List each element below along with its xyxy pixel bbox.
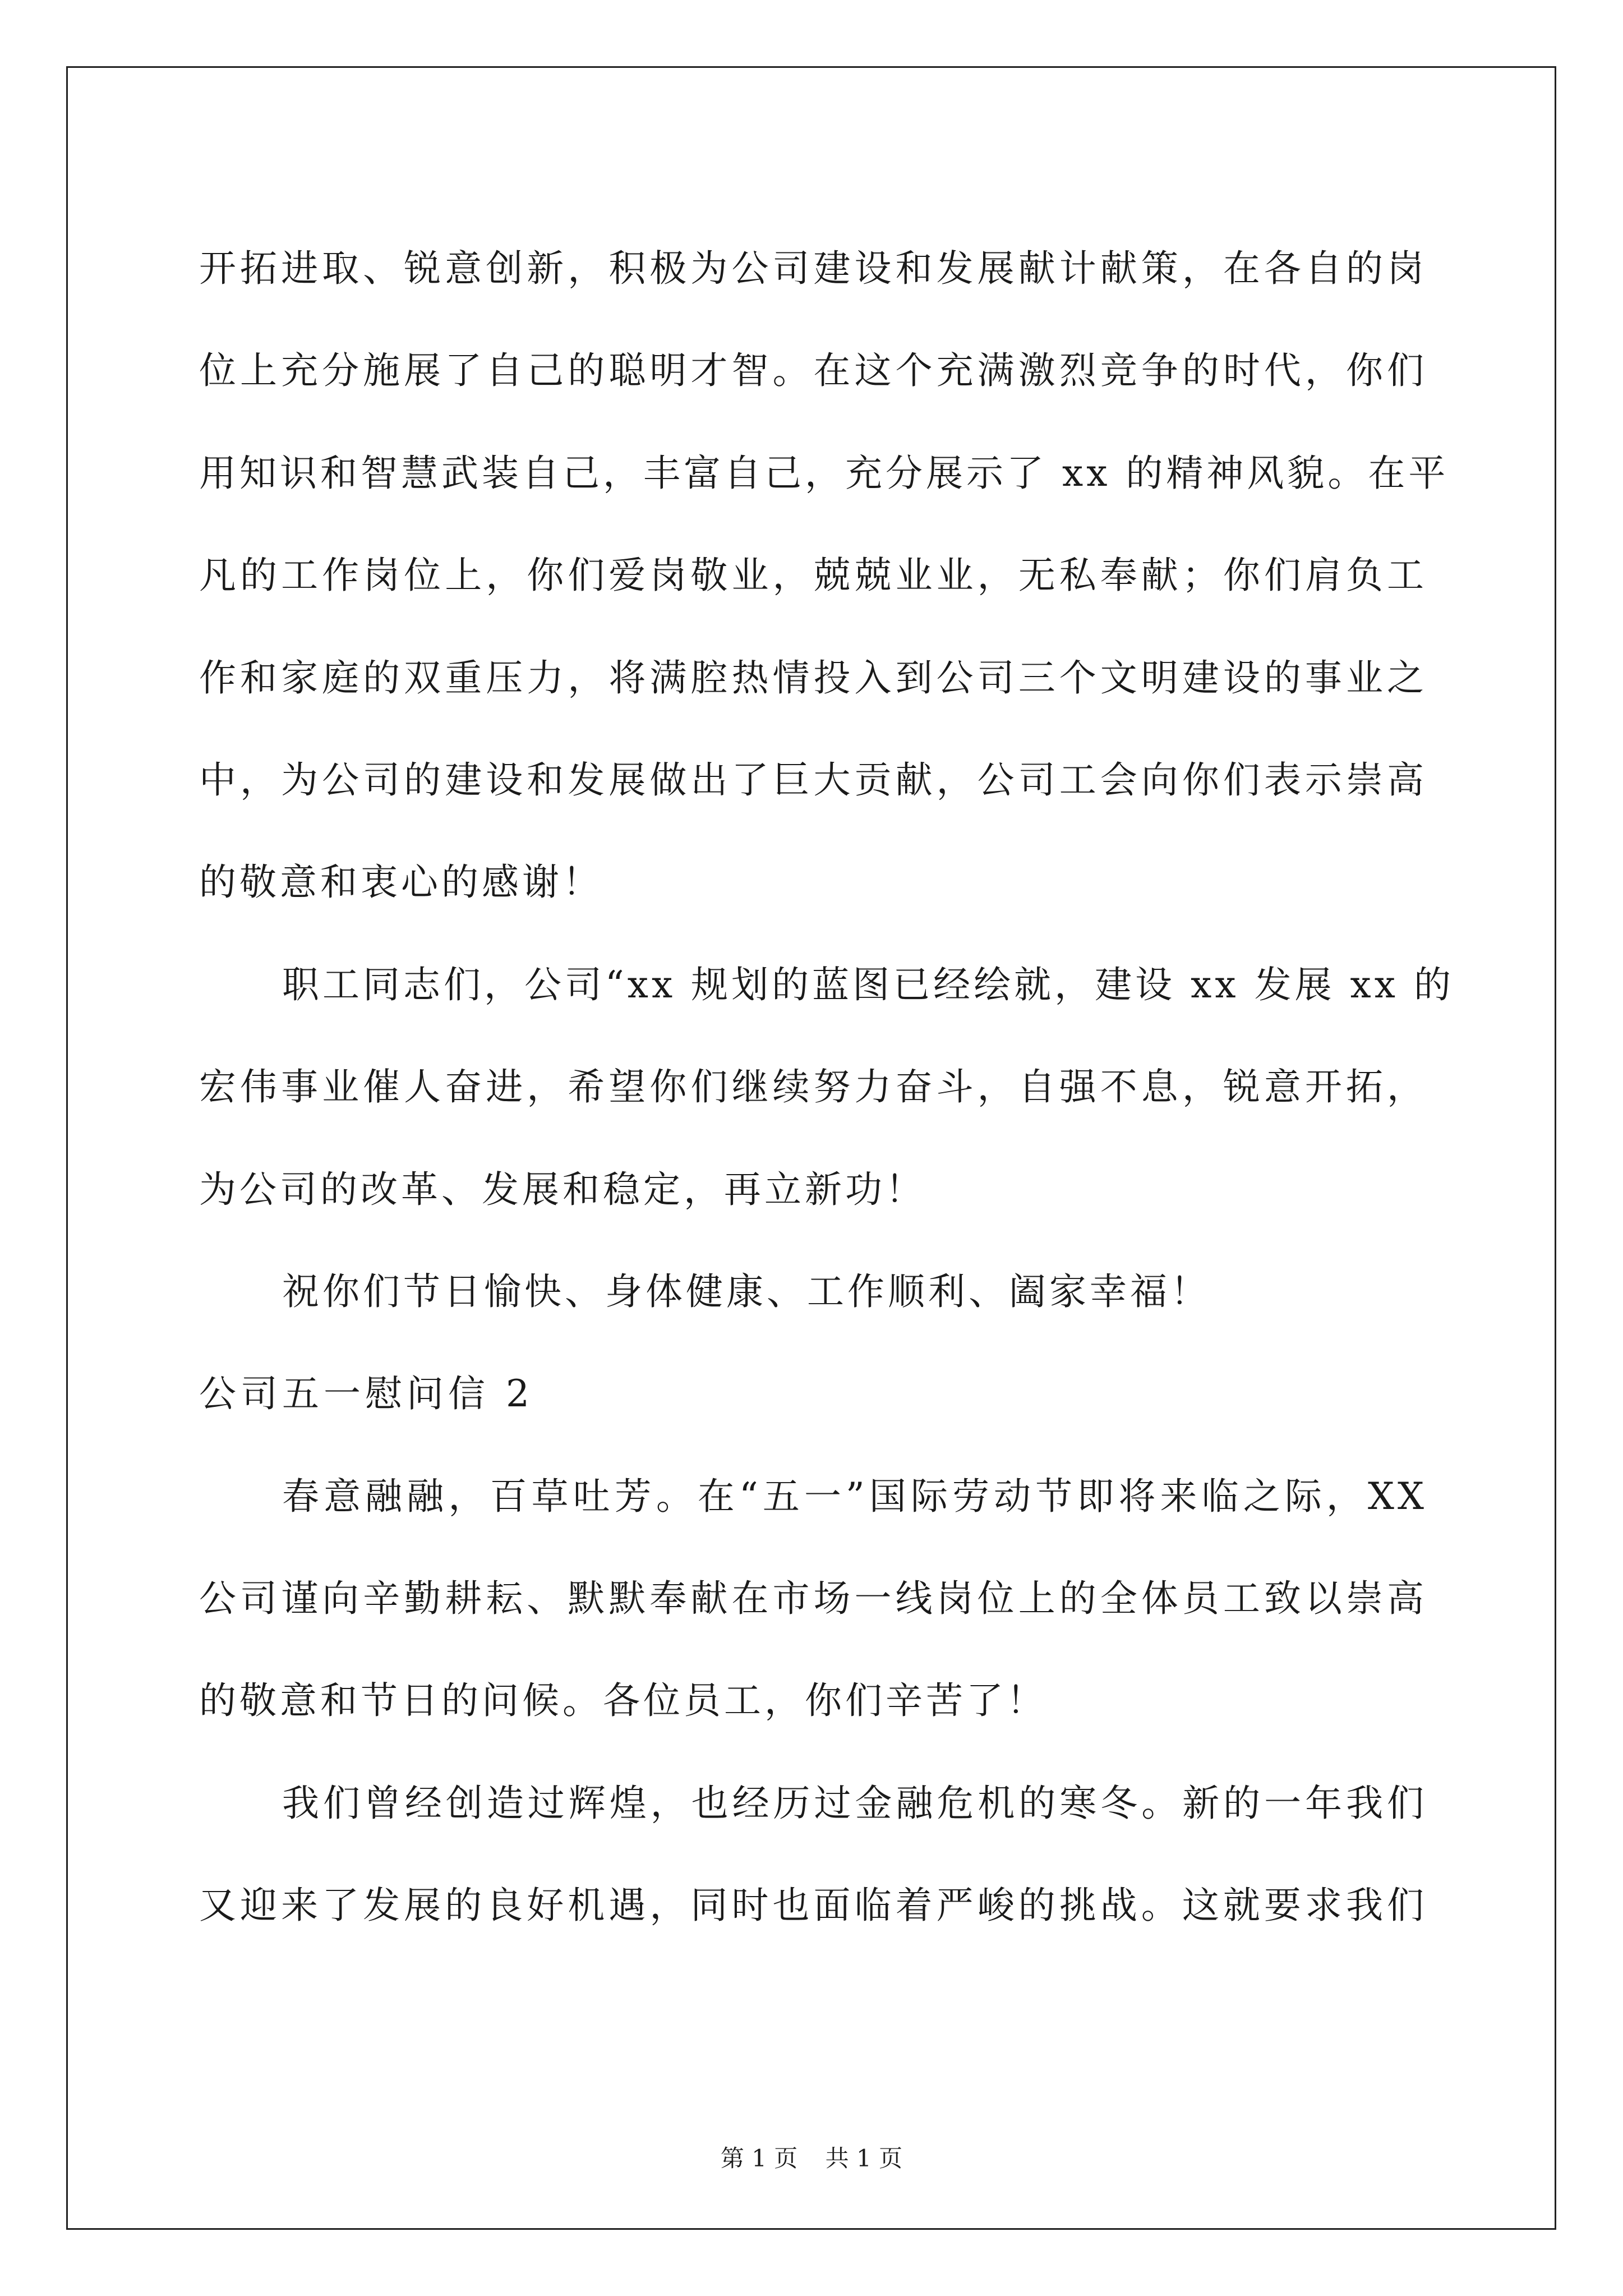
body-line: 位上充分施展了自己的聪明才智。在这个充满激烈竞争的时代，你们 <box>199 349 1427 393</box>
document-body <box>199 218 1454 1957</box>
body-line: 的敬意和衷心的感谢！ <box>199 861 603 904</box>
body-line: 凡的工作岗位上，你们爱岗敬业，兢兢业业，无私奉献；你们肩负工 <box>199 554 1427 597</box>
paragraph-first-line: 我们曾经创造过辉煌，也经历过金融危机的寒冬。新的一年我们 <box>282 1781 1427 1825</box>
body-line: 又迎来了发展的良好机遇，同时也面临着严峻的挑战。这就要求我们 <box>199 1884 1427 1927</box>
body-line: 的敬意和节日的问候。各位员工，你们辛苦了！ <box>199 1679 1047 1723</box>
body-line: 开拓进取、锐意创新，积极为公司建设和发展献计献策，在各自的岗 <box>199 247 1427 290</box>
page-footer <box>0 2142 1623 2175</box>
body-line: 用知识和智慧武装自己，丰富自己，充分展示了 xx 的精神风貌。在平 <box>199 451 1449 495</box>
page-total: 共 1 页 <box>825 2145 903 2172</box>
paragraph-first-line: 祝你们节日愉快、身体健康、工作顺利、阖家幸福！ <box>282 1269 1211 1313</box>
paragraph-first-line: 职工同志们，公司“xx 规划的蓝图已经绘就，建设 xx 发展 xx 的 <box>282 963 1454 1006</box>
body-line: 宏伟事业催人奋进，希望你们继续努力奋斗，自强不息，锐意开拓， <box>199 1065 1427 1109</box>
body-line: 中，为公司的建设和发展做出了巨大贡献，公司工会向你们表示崇高 <box>199 758 1427 802</box>
page-number: 第 1 页 <box>720 2145 798 2172</box>
paragraph-first-line: 春意融融，百草吐芳。在“五一”国际劳动节即将来临之际，XX <box>282 1474 1427 1518</box>
body-line: 公司谨向辛勤耕耘、默默奉献在市场一线岗位上的全体员工致以崇高 <box>199 1577 1427 1621</box>
section-heading: 公司五一慰问信 2 <box>199 1372 534 1416</box>
body-line: 作和家庭的双重压力，将满腔热情投入到公司三个文明建设的事业之 <box>199 656 1427 700</box>
body-line: 为公司的改革、发展和稳定，再立新功！ <box>199 1167 926 1211</box>
